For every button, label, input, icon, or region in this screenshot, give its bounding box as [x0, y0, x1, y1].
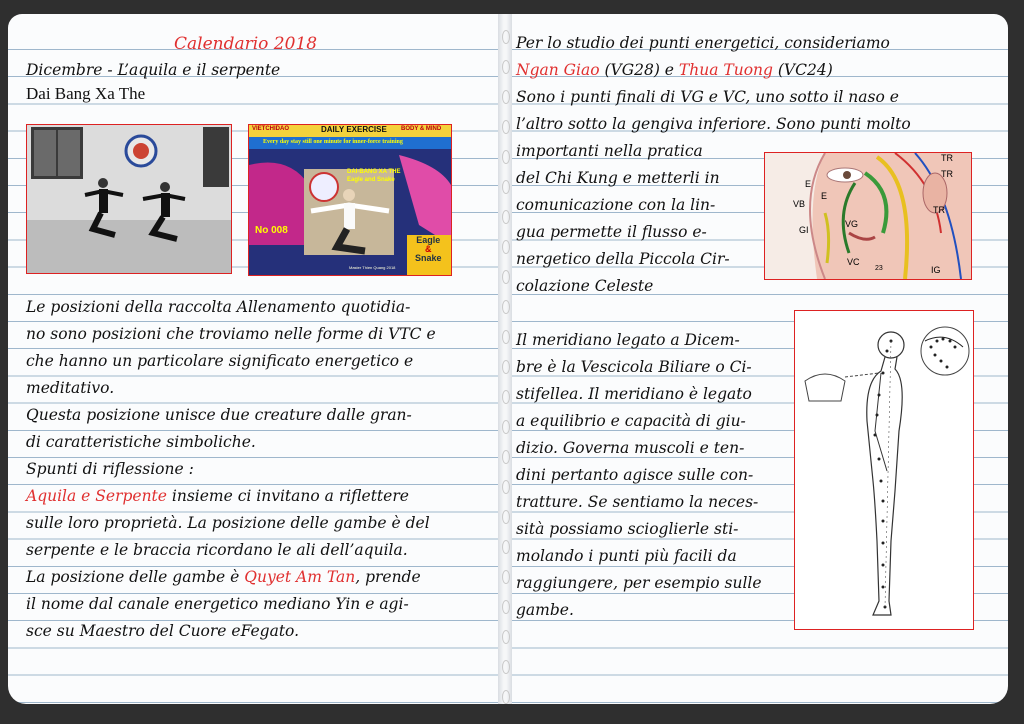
spine-stitch	[502, 300, 510, 314]
right-meridian-line-8: sità possiamo scioglierle sti-	[516, 520, 739, 538]
point-2-code: (VC24)	[772, 61, 833, 79]
right-points-line	[516, 57, 833, 84]
poster-footer: Master Thien Quang 2018	[349, 265, 396, 270]
spine-stitch	[502, 510, 510, 524]
month-subtitle: Dicembre - L’aquila e il serpente	[26, 61, 281, 79]
right-line-5: comunicazione con la lin-	[516, 196, 716, 214]
face-label-e-1: E	[805, 179, 812, 189]
poster-name-vn: DAI-BANG XA THE	[347, 169, 401, 175]
left-line-13: sce su Maestro del Cuore eFegato.	[26, 622, 300, 640]
face-meridian-diagram	[764, 152, 972, 280]
gallbladder-meridian-diagram	[794, 310, 974, 630]
left-line-8-rest: insieme ci invitano a riflettere	[166, 487, 409, 505]
poster-corner-label	[415, 236, 442, 263]
left-line-4: meditativo.	[26, 379, 115, 397]
spine-stitch	[502, 390, 510, 404]
poster-tagline: Every day stay still one minute for inner-force training	[263, 139, 403, 145]
right-meridian-line-5: dizio. Governa muscoli e ten-	[516, 439, 745, 457]
left-line-9: sulle loro proprietà. La posizione delle gambe è del	[26, 514, 430, 532]
spine-stitch	[502, 60, 510, 74]
spine-stitch	[502, 120, 510, 134]
poster-corner-line2: &	[425, 244, 432, 254]
face-label-vc: VC	[847, 257, 860, 267]
face-label-23: 23	[875, 265, 883, 272]
face-label-gi: GI	[799, 225, 809, 235]
spine-stitch	[502, 540, 510, 554]
poster-title: DAILY EXERCISE	[321, 125, 387, 134]
spine-stitch	[502, 150, 510, 164]
point-1-code: (VG28) e	[599, 61, 679, 79]
right-meridian-line-9: molando i punti più facili da	[516, 547, 737, 565]
left-line-8	[26, 483, 409, 510]
face-label-tr-2: TR	[941, 169, 953, 179]
spine-stitch	[502, 210, 510, 224]
poster-brand-right: BODY & MIND	[401, 126, 442, 132]
left-line-10: serpente e le braccia ricordano le ali dell’aquila.	[26, 541, 408, 559]
spine-stitch	[502, 30, 510, 44]
face-label-e-2: E	[821, 191, 828, 201]
right-meridian-line-6: dini pertanto agisce sulle con-	[516, 466, 754, 484]
spine-stitch	[502, 330, 510, 344]
spine-stitch	[502, 450, 510, 464]
right-line-6: gua permette il flusso e-	[516, 223, 707, 241]
spine-stitch	[502, 690, 510, 704]
poster-number: No 008	[255, 225, 288, 236]
form-name: Dai Bang Xa The	[26, 84, 146, 103]
face-label-tr-1: TR	[941, 153, 953, 163]
face-label-tr-3: TR	[933, 205, 945, 215]
left-line-12: il nome dal canale energetico mediano Yin e agi-	[26, 595, 409, 613]
right-line-7: nergetico della Piccola Cir-	[516, 250, 730, 268]
right-line-8: colazione Celeste	[516, 277, 654, 295]
spine-stitch	[502, 360, 510, 374]
spine-stitch	[502, 90, 510, 104]
spine-stitch	[502, 600, 510, 614]
left-line-6: di caratteristiche simboliche.	[26, 433, 256, 451]
daily-exercise-poster	[248, 124, 452, 276]
spine-stitch	[502, 570, 510, 584]
spine-stitch	[502, 480, 510, 494]
practitioners-photo	[26, 124, 232, 274]
spine-stitch	[502, 630, 510, 644]
right-meridian-line-11: gambe.	[516, 601, 574, 619]
highlight-aquila-serpente: Aquila e Serpente	[26, 487, 167, 505]
left-line-5: Questa posizione unisce due creature dalle gran-	[26, 406, 412, 424]
spine-stitch	[502, 660, 510, 674]
spine-stitch	[502, 240, 510, 254]
highlight-quyet-am-tan: Quyet Am Tan	[244, 568, 356, 586]
poster-brand-left: VIETCHIDAO	[252, 126, 290, 132]
right-line-1: Sono i punti finali di VG e VC, uno sotto il naso e	[516, 88, 899, 106]
face-label-vg: VG	[845, 219, 859, 229]
left-line-3: che hanno un particolare significato energetico e	[26, 352, 414, 370]
face-label-ig: IG	[931, 265, 941, 275]
calendar-title: Calendario 2018	[174, 34, 318, 54]
right-meridian-line-7: tratture. Se sentiamo la neces-	[516, 493, 759, 511]
right-line-3: importanti nella pratica	[516, 142, 703, 160]
point-thua-tuong: Thua Tuong	[678, 61, 773, 79]
left-line-11-start: La posizione delle gambe è	[26, 568, 245, 586]
point-ngan-giao: Ngan Giao	[516, 61, 600, 79]
left-line-2: no sono posizioni che troviamo nelle forme di VTC e	[26, 325, 436, 343]
right-meridian-line-4: a equilibrio e capacità di giu-	[516, 412, 746, 430]
left-line-1: Le posizioni della raccolta Allenamento quotidia-	[26, 298, 411, 316]
left-line-11-end: , prende	[355, 568, 421, 586]
poster-name-en: Eagle and Snake	[347, 177, 395, 183]
spine-stitch	[502, 180, 510, 194]
right-line-2: l’altro sotto la gengiva inferiore. Sono punti molto	[516, 115, 911, 133]
spine-stitch	[502, 420, 510, 434]
right-meridian-line-3: stifellea. Il meridiano è legato	[516, 385, 752, 403]
right-meridian-line-10: raggiungere, per esempio sulle	[516, 574, 762, 592]
right-meridian-line-2: bre è la Vescicola Biliare o Ci-	[516, 358, 752, 376]
poster-corner-line3: Snake	[415, 253, 442, 263]
left-line-11	[26, 564, 421, 591]
right-meridian-line-1: Il meridiano legato a Dicem-	[516, 331, 740, 349]
spine-stitch	[502, 270, 510, 284]
left-line-7: Spunti di riflessione :	[26, 460, 194, 478]
right-line-4: del Chi Kung e metterli in	[516, 169, 720, 187]
poster-corner-line1: Eagle	[416, 235, 441, 245]
face-label-vb: VB	[793, 199, 806, 209]
right-intro-line: Per lo studio dei punti energetici, consideriamo	[516, 34, 890, 52]
